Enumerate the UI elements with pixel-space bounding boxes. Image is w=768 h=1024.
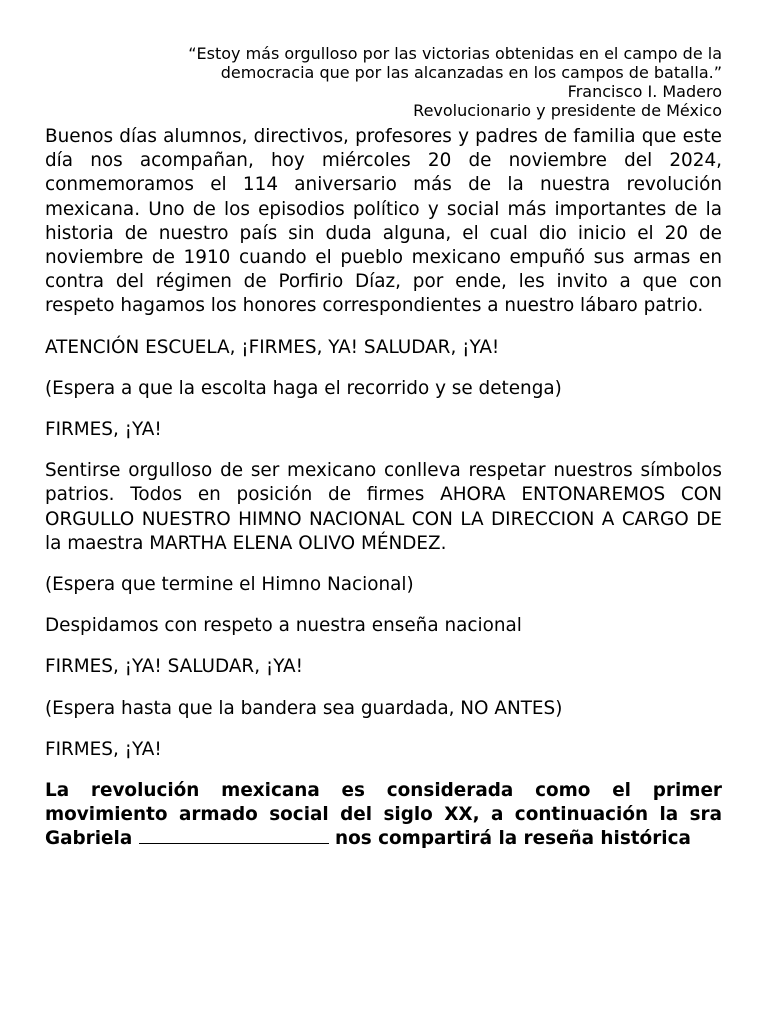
closing-text-part-2: nos compartirá la reseña histórica (335, 828, 691, 850)
command-attention-salute: ATENCIÓN ESCUELA, ¡FIRMES, YA! SALUDAR, ¡YA! (45, 336, 500, 358)
epigraph-quote-line-1: “Estoy más orgulloso por las victorias obtenidas en el campo de la (188, 44, 722, 63)
command-firmes-2: FIRMES, ¡YA! (45, 738, 162, 760)
document-page (45, 44, 722, 869)
farewell-line: Despidamos con respeto a nuestra enseña nacional (45, 615, 522, 637)
intro-paragraph: Buenos días alumnos, directivos, profesores y padres de familia que este día nos acompañan, hoy miércoles 20 de noviembre del 2024, conmemoramos el 114 aniversario más de la nuestra revolución mexicana. Uno de los episodios político y social más importantes de la historia de nuestro país sin duda alguna, el cual dio inicio el 20 de noviembre de 1910 cuando el pueblo mexicano empuñó sus armas en contra del régimen de Porfirio Díaz, por ende, les invito a que con respeto hagamos los honores correspondientes a nuestro lábaro patrio. (45, 126, 722, 317)
anthem-intro-paragraph: Sentirse orgulloso de ser mexicano conlleva respetar nuestros símbolos patrios. Todos en posición de firmes AHORA ENTONAREMOS CON ORGULLO NUESTRO HIMNO NACIONAL CON LA DIRECCION A CARGO DE la maestra MARTHA ELENA OLIVO MÉNDEZ. (45, 460, 722, 554)
closing-paragraph (45, 779, 722, 852)
epigraph (45, 44, 722, 120)
command-firmes-salute: FIRMES, ¡YA! SALUDAR, ¡YA! (45, 656, 304, 678)
epigraph-author-role: Revolucionario y presidente de México (413, 101, 722, 120)
closing-text-part-1: La revolución mexicana es considerada como el primer movimiento armado social del siglo XX, a continuación la sra Gabriela (45, 780, 722, 850)
name-blank-line (139, 829, 329, 844)
epigraph-author: Francisco I. Madero (567, 82, 722, 101)
epigraph-quote-line-2: democracia que por las alcanzadas en los campos de batalla.” (220, 63, 722, 82)
stage-note-anthem: (Espera que termine el Himno Nacional) (45, 574, 414, 596)
command-firmes-1: FIRMES, ¡YA! (45, 419, 162, 441)
stage-note-escort: (Espera a que la escolta haga el recorrido y se detenga) (45, 377, 562, 399)
stage-note-flag: (Espera hasta que la bandera sea guardada, NO ANTES) (45, 697, 563, 719)
